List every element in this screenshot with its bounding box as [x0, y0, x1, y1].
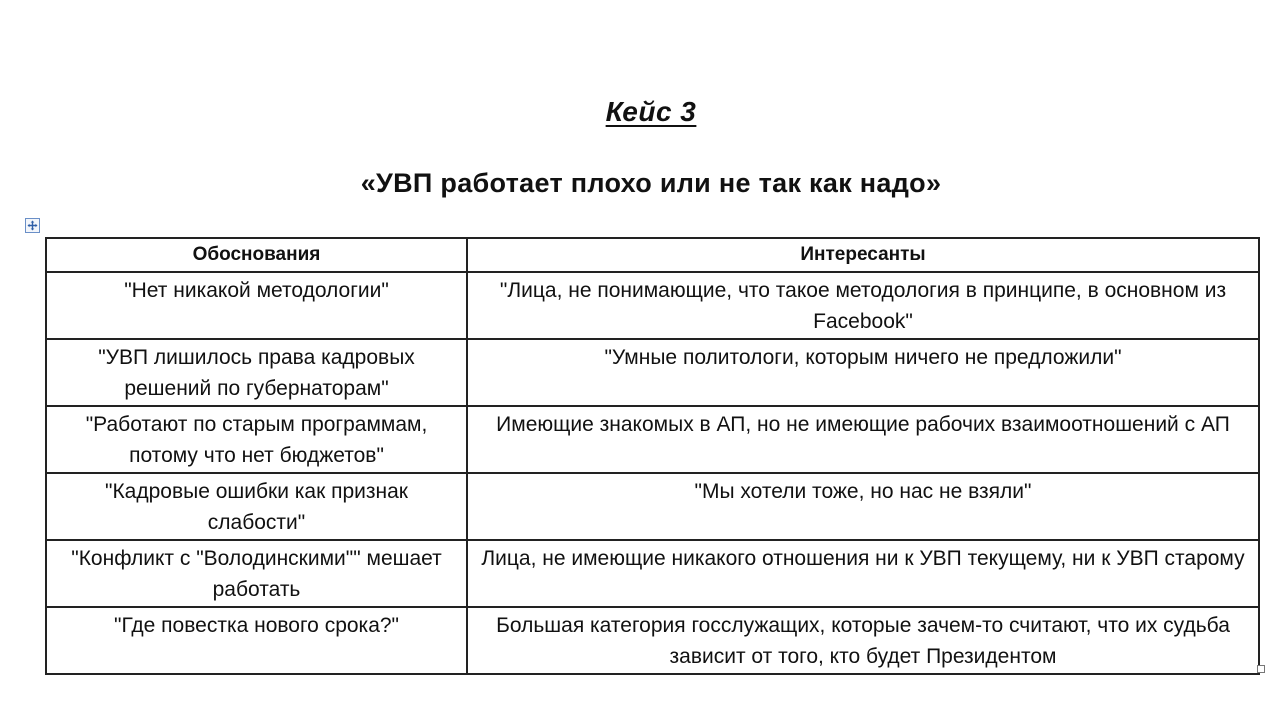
justification-cell: "Конфликт с "Володинскими"" мешает работать — [46, 540, 467, 607]
table-row — [46, 406, 1259, 473]
header-stakeholders: Интересанты — [467, 238, 1259, 272]
header-justifications: Обоснования — [46, 238, 467, 272]
justification-cell: "УВП лишилось права кадровых решений по губернаторам" — [46, 339, 467, 406]
stakeholder-cell: "Мы хотели тоже, но нас не взяли" — [467, 473, 1259, 540]
table-row — [46, 607, 1259, 674]
stakeholder-cell: Большая категория госслужащих, которые зачем-то считают, что их судьба зависит от того, кто будет Президентом — [467, 607, 1259, 674]
move-arrows-icon — [27, 220, 38, 231]
table-header-row — [46, 238, 1259, 272]
stakeholder-cell: "Умные политологи, которым ничего не предложили" — [467, 339, 1259, 406]
case-title: Кейс 3 — [605, 96, 697, 127]
main-title: «УВП работает плохо или не так как надо» — [360, 168, 942, 198]
table-move-handle[interactable] — [25, 218, 40, 233]
justification-cell: "Нет никакой методологии" — [46, 272, 467, 339]
justification-cell: "Работают по старым программам, потому что нет бюджетов" — [46, 406, 467, 473]
justification-cell: "Кадровые ошибки как признак слабости" — [46, 473, 467, 540]
table-row — [46, 540, 1259, 607]
table-row — [46, 272, 1259, 339]
justification-cell: "Где повестка нового срока?" — [46, 607, 467, 674]
stakeholder-cell: Имеющие знакомых в АП, но не имеющие рабочих взаимоотношений с АП — [467, 406, 1259, 473]
stakeholder-cell: Лица, не имеющие никакого отношения ни к УВП текущему, ни к УВП старому — [467, 540, 1259, 607]
table-resize-handle[interactable] — [1257, 665, 1265, 673]
stakeholder-cell: "Лица, не понимающие, что такое методология в принципе, в основном из Facebook" — [467, 272, 1259, 339]
table-row — [46, 339, 1259, 406]
arguments-table — [45, 237, 1260, 675]
table-row — [46, 473, 1259, 540]
